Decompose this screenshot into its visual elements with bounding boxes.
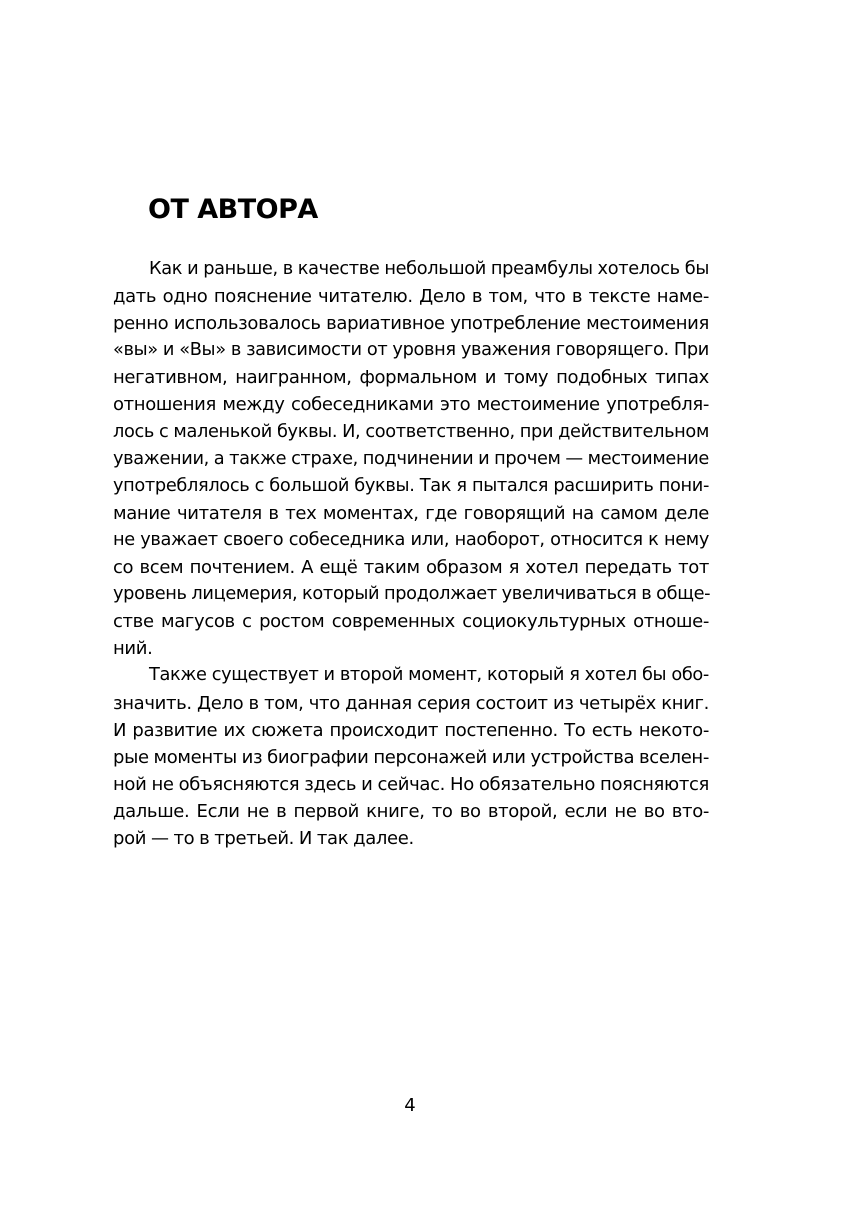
- paragraph-1-line: употреблялось с большой буквы. Так я пытался расширить пони-: [113, 475, 709, 496]
- paragraph-1-line: ренно использовалось вариативное употребление местоимения: [113, 313, 709, 335]
- body-text: [113, 256, 709, 852]
- paragraph-1-line: дать одно пояснение читателю. Дело в том, что в тексте наме-: [113, 286, 709, 308]
- paragraph-2-line: Также существует и второй момент, который я хотел бы обо-: [149, 665, 709, 686]
- paragraph-2-line: И развитие их сюжета происходит постепенно. То есть некото-: [113, 719, 709, 741]
- page-number: 4: [404, 1095, 416, 1116]
- paragraph-2-line: рой — то в третьей. И так далее.: [113, 827, 414, 849]
- paragraph-2-line: значить. Дело в том, что данная серия состоит из четырёх книг.: [113, 692, 709, 714]
- paragraph-1-line: не уважает своего собеседника или, наоборот, относится к нему: [113, 529, 709, 550]
- paragraph-1-line: негативном, наигранном, формальном и тому подобных типах: [113, 367, 709, 389]
- paragraph-1-line: «вы» и «Вы» в зависимости от уровня уважения говорящего. При: [113, 340, 709, 361]
- paragraph-1-line: лось с маленькой буквы. И, соответственно, при действительном: [113, 421, 709, 442]
- chapter-title: ОТ АВТОРА: [148, 194, 318, 225]
- paragraph-1-line: Как и раньше, в качестве небольшой преамбулы хотелось бы: [149, 259, 709, 279]
- paragraph-2-line: рые моменты из биографии персонажей или устройства вселен-: [113, 746, 709, 768]
- paragraph-1-line: стве магусов с ростом современных социокультурных отноше-: [113, 611, 709, 633]
- paragraph-1-line: со всем почтением. А ещё таким образом я хотел передать тот: [113, 557, 709, 579]
- paragraph-1-line: мание читателя в тех моментах, где говорящий на самом деле: [113, 502, 709, 524]
- paragraph-2-line: ной не объясняются здесь и сейчас. Но обязательно поясняются: [113, 773, 709, 795]
- paragraph-2-line: дальше. Если не в первой книге, то во второй, если не во вто-: [113, 800, 709, 822]
- paragraph-1-line: ний.: [113, 638, 153, 660]
- paragraph-1-line: уважении, а также страхе, подчинении и прочем — местоимение: [113, 448, 709, 469]
- paragraph-1-line: уровень лицемерия, который продолжает увеличиваться в обще-: [113, 584, 711, 605]
- paragraph-1-line: отношения между собеседниками это местоимение употребля-: [113, 394, 709, 416]
